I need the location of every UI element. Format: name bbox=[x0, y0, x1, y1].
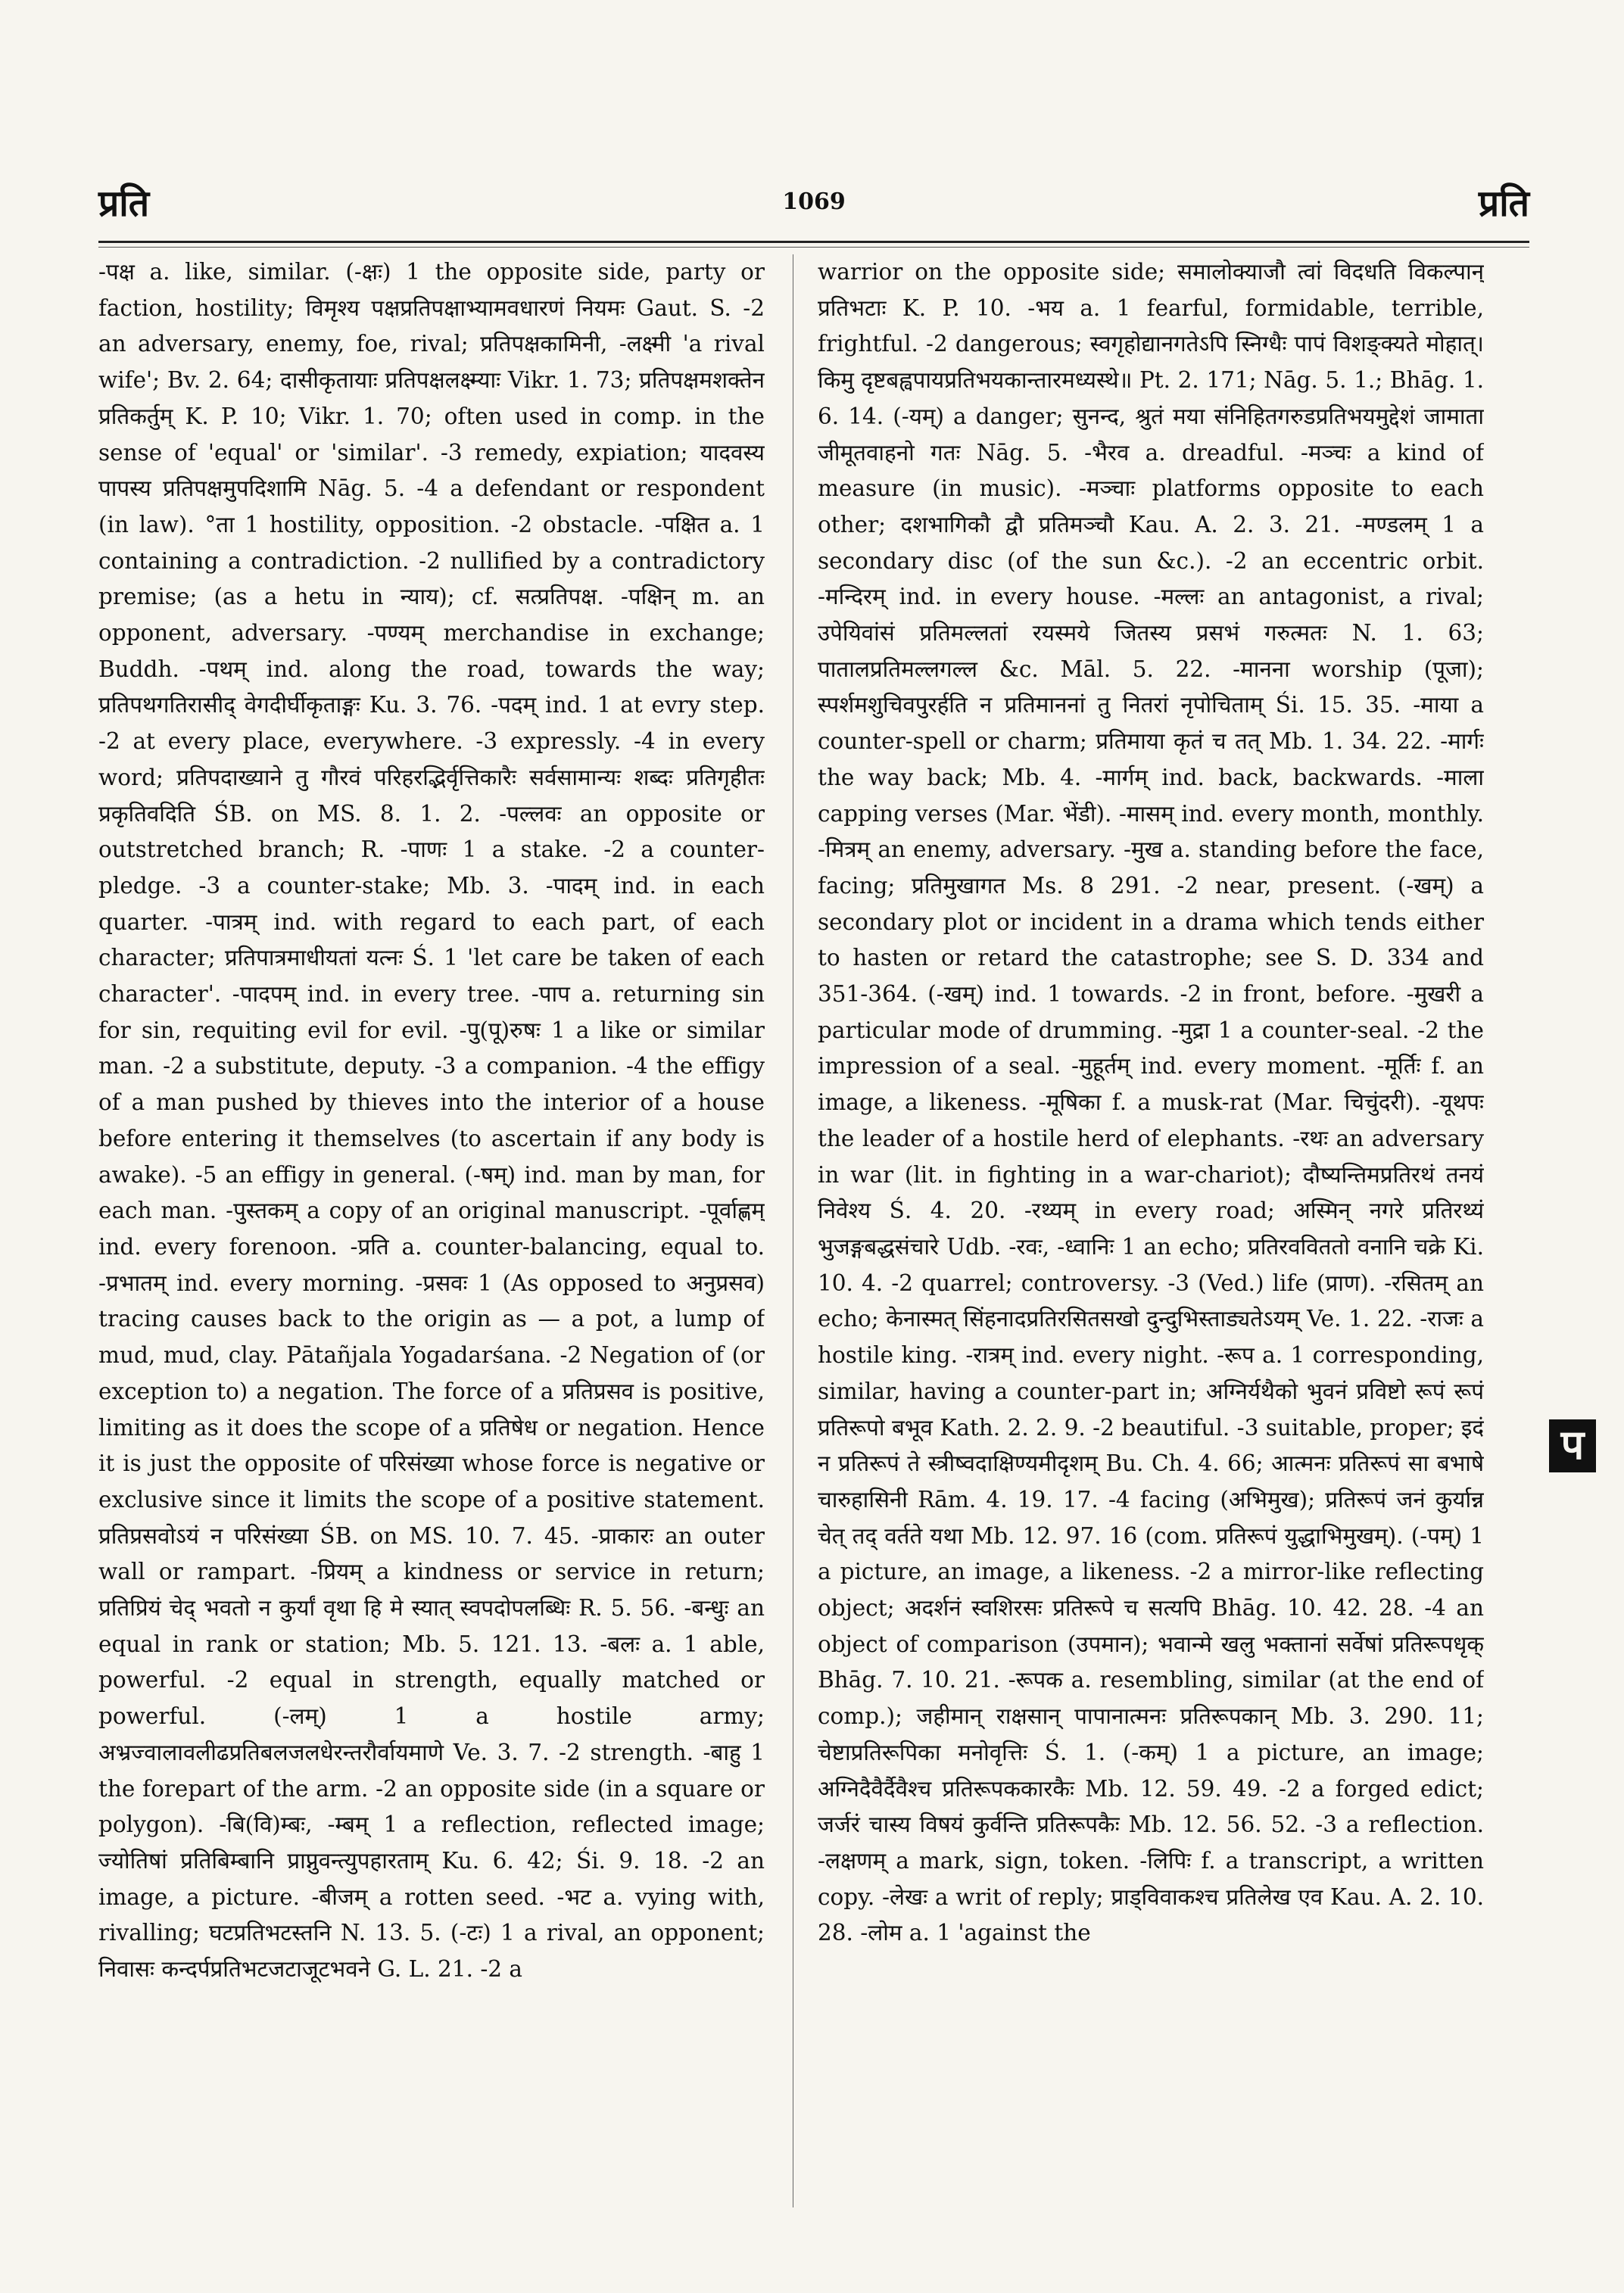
right-column-text: warrior on the opposite side; समालोक्याजौ त्वां विदधति विकल्पान् प्रतिभटाः K. P. 10. -भय a. 1 fearful, formidable, terrible, frightful. -2 dangerous; स्वगृहोद्यानगतेऽपि स्निग्धैः पापं विशङ्क्यते मोहात्। किमु दृष्टबह्वपायप्रतिभयकान्तारमध्यस्थे॥ Pt. 2. 171; Nāg. 5. 1.; Bhāg. 1. 6. 14. (-यम्) a danger; सुनन्द, श्रुतं मया संनिहितगरुडप्रतिभयमुद्देशं जामाता जीमूतवाहनो गतः Nāg. 5. -भैरव a. dreadful. -मञ्चः a kind of measure (in music). -मञ्चाः platforms opposite to each other; दशभागिकौ द्वौ प्रतिमञ्चौ Kau. A. 2. 3. 21. -मण्डलम् 1 a secondary disc (of the sun &c.). -2 an eccentric orbit. -मन्दिरम् ind. in every house. -मल्लः an antagonist, a rival; उपेयिवांसं प्रतिमल्लतां रयस्मये जितस्य प्रसभं गरुत्मतः N. 1. 63; पातालप्रतिमल्लगल्ल &c. Māl. 5. 22. -मानना worship (पूजा); स्पर्शमशुचिवपुरर्हति न प्रतिमाननां तु नितरां नृपोचिताम् Śi. 15. 35. -माया a counter-spell or charm; प्रतिमाया कृतं च तत् Mb. 1. 34. 22. -मार्गः the way back; Mb. 4. -मार्गम् ind. back, backwards. -माला capping verses (Mar. भेंडी). -मासम् ind. every month, monthly. -मित्रम् an enemy, adversary. -मुख a. standing before the face, facing; प्रतिमुखागत Ms. 8 291. -2 near, present. (-खम्) a secondary plot or incident in a drama which tends either to hasten or retard the catastrophe; see S. D. 334 and 351-364. (-खम्) ind. 1 towards. -2 in front, before. -मुखरी a particular mode of drumming. -मुद्रा 1 a counter-seal. -2 the impression of a seal. -मुहूर्तम् ind. every moment. -मूर्तिः f. an image, a likeness. -मूषिका f. a musk-rat (Mar. चिचुंदरी). -यूथपः the leader of a hostile herd of elephants. -रथः an adversary in war (lit. in fighting in a war-chariot); दौष्यन्तिमप्रतिरथं तनयं निवेश्य Ś. 4. 20. -रथ्यम् in every road; अस्मिन् नगरे प्रतिरथ्यं भुजङ्गबद्धसंचारे Udb. -रवः, -ध्वानिः 1 an echo; प्रतिरवविततो वनानि चक्रे Ki. 10. 4. -2 quarrel; controversy. -3 (Ved.) life (प्राण). -रसितम् an echo; केनास्मत् सिंहनादप्रतिरसितसखो दुन्दुभिस्ताड्यतेऽयम् Ve. 1. 22. -राजः a hostile king. -रात्रम् ind. every night. -रूप a. 1 corresponding, similar, having a counter-part in; अग्निर्यथैको भुवनं प्रविष्टो रूपं रूपं प्रतिरूपो बभूव Kath. 2. 2. 9. -2 beautiful. -3 suitable, proper; इदं न प्रतिरूपं ते स्त्रीष्वदाक्षिण्यमीदृशम् Bu. Ch. 4. 66; आत्मनः प्रतिरूपं सा बभाषे चारुहासिनी Rām. 4. 19. 17. -4 facing (अभिमुख); प्रतिरूपं जनं कुर्यान्न चेत् तद् वर्तते यथा Mb. 12. 97. 16 (com. प्रतिरूपं युद्धाभिमुखम्). (-पम्) 1 a picture, an image, a likeness. -2 a mirror-like reflecting object; अदर्शनं स्वशिरसः प्रतिरूपे च सत्यपि Bhāg. 10. 42. 28. -4 an object of comparison (उपमान); भवान्मे खलु भक्तानां सर्वेषां प्रतिरूपधृक् Bhāg. 7. 10. 21. -रूपक a. resembling, similar (at the end of comp.); जहीमान् राक्षसान् पापानात्मनः प्रतिरूपकान् Mb. 3. 290. 11; चेष्टाप्रतिरूपिका मनोवृत्तिः Ś. 1. (-कम्) 1 a picture, an image; अग्निदैवैर्दैवैश्च प्रतिरूपककारकैः Mb. 12. 59. 49. -2 a forged edict; जर्जरं चास्य विषयं कुर्वन्ति प्रतिरूपकैः Mb. 12. 56. 52. -3 a reflection. -लक्षणम् a mark, sign, token. -लिपिः f. a transcript, a written copy. -लेखः a writ of reply; प्राड्विवाकश्च प्रतिलेख एव Kau. A. 2. 10. 28. -लोम a. 1 'against the bbox=[818, 259, 1484, 1946]
left-running-headword: प्रति bbox=[98, 182, 150, 225]
page-number: 1069 bbox=[782, 188, 846, 215]
thumb-index-tab: प bbox=[1549, 1419, 1596, 1472]
right-running-headword: प्रति bbox=[1478, 182, 1529, 225]
page-header bbox=[98, 178, 1529, 231]
header-rule-thin bbox=[98, 247, 1529, 248]
header-rule bbox=[98, 241, 1529, 243]
left-column-text: -पक्ष a. like, similar. (-क्षः) 1 the opposite side, party or faction, hostility; विमृश्य पक्षप्रतिपक्षाभ्यामवधारणं नियमः Gaut. S. -2 an adversary, enemy, foe, rival; प्रतिपक्षकामिनी, -लक्ष्मी 'a rival wife'; Bv. 2. 64; दासीकृतायाः प्रतिपक्षलक्ष्म्याः Vikr. 1. 73; प्रतिपक्षमशक्तेन प्रतिकर्तुम् K. P. 10; Vikr. 1. 70; often used in comp. in the sense of 'equal' or 'similar'. -3 remedy, expiation; यादवस्य पापस्य प्रतिपक्षमुपदिशामि Nāg. 5. -4 a defendant or respondent (in law). °ता 1 hostility, opposition. -2 obstacle. -पक्षित a. 1 containing a contradiction. -2 nullified by a contradictory premise; (as a hetu in न्याय); cf. सत्प्रतिपक्ष. -पक्षिन् m. an opponent, adversary. -पण्यम् merchandise in exchange; Buddh. -पथम् ind. along the road, towards the way; प्रतिपथगतिरासीद् वेगदीर्घीकृताङ्गः Ku. 3. 76. -पदम् ind. 1 at evry step. -2 at every place, everywhere. -3 expressly. -4 in every word; प्रतिपदाख्याने तु गौरवं परिहरद्भिर्वृत्तिकारैः सर्वसामान्यः शब्दः प्रतिगृहीतः प्रकृतिवदिति ŚB. on MS. 8. 1. 2. -पल्लवः an opposite or outstretched branch; R. -पाणः 1 a stake. -2 a counter-pledge. -3 a counter-stake; Mb. 3. -पादम् ind. in each quarter. -पात्रम् ind. with regard to each part, of each character; प्रतिपात्रमाधीयतां यत्नः Ś. 1 'let care be taken of each character'. -पादपम् ind. in every tree. -पाप a. returning sin for sin, requiting evil for evil. -पु(पू)रुषः 1 a like or similar man. -2 a substitute, deputy. -3 a companion. -4 the effigy of a man pushed by thieves into the interior of a house before entering it themselves (to ascertain if any body is awake). -5 an effigy in general. (-षम्) ind. man by man, for each man. -पुस्तकम् a copy of an original manuscript. -पूर्वाह्णम् ind. every forenoon. -प्रति a. counter-balancing, equal to. -प्रभातम् ind. every morning. -प्रसवः 1 (As opposed to अनुप्रसव) tracing causes back to the origin as — a pot, a lump of mud, mud, clay. Pātañjala Yogadarśana. -2 Negation of (or exception to) a negation. The force of a प्रतिप्रसव is positive, limiting as it does the scope of a प्रतिषेध or negation. Hence it is just the opposite of परिसंख्या whose force is negative or exclusive since it limits the scope of a positive statement. प्रतिप्रसवोऽयं न परिसंख्या ŚB. on MS. 10. 7. 45. -प्राकारः an outer wall or rampart. -प्रियम् a kindness or service in return; प्रतिप्रियं चेद् भवतो न कुर्यां वृथा हि मे स्यात् स्वपदोपलब्धिः R. 5. 56. -बन्धुः an equal in rank or station; Mb. 5. 121. 13. -बलः a. 1 able, powerful. -2 equal in strength, equally matched or powerful. (-लम्) 1 a hostile army; अभ्रज्वालावलीढप्रतिबलजलधेरन्तरौर्वायमाणे Ve. 3. 7. -2 strength. -बाहु 1 the forepart of the arm. -2 an opposite side (in a square or polygon). -बि(वि)म्बः, -म्बम् 1 a reflection, reflected image; ज्योतिषां प्रतिबिम्बानि प्राप्नुवन्त्युपहारताम् Ku. 6. 42; Śi. 9. 18. -2 an image, a picture. -बीजम् a rotten seed. -भट a. vying with, rivalling; घटप्रतिभटस्तनि N. 13. 5. (-टः) 1 a rival, an opponent; निवासः कन्दर्पप्रतिभटजटाजूटभवने G. L. 21. -2 a bbox=[98, 259, 765, 1983]
